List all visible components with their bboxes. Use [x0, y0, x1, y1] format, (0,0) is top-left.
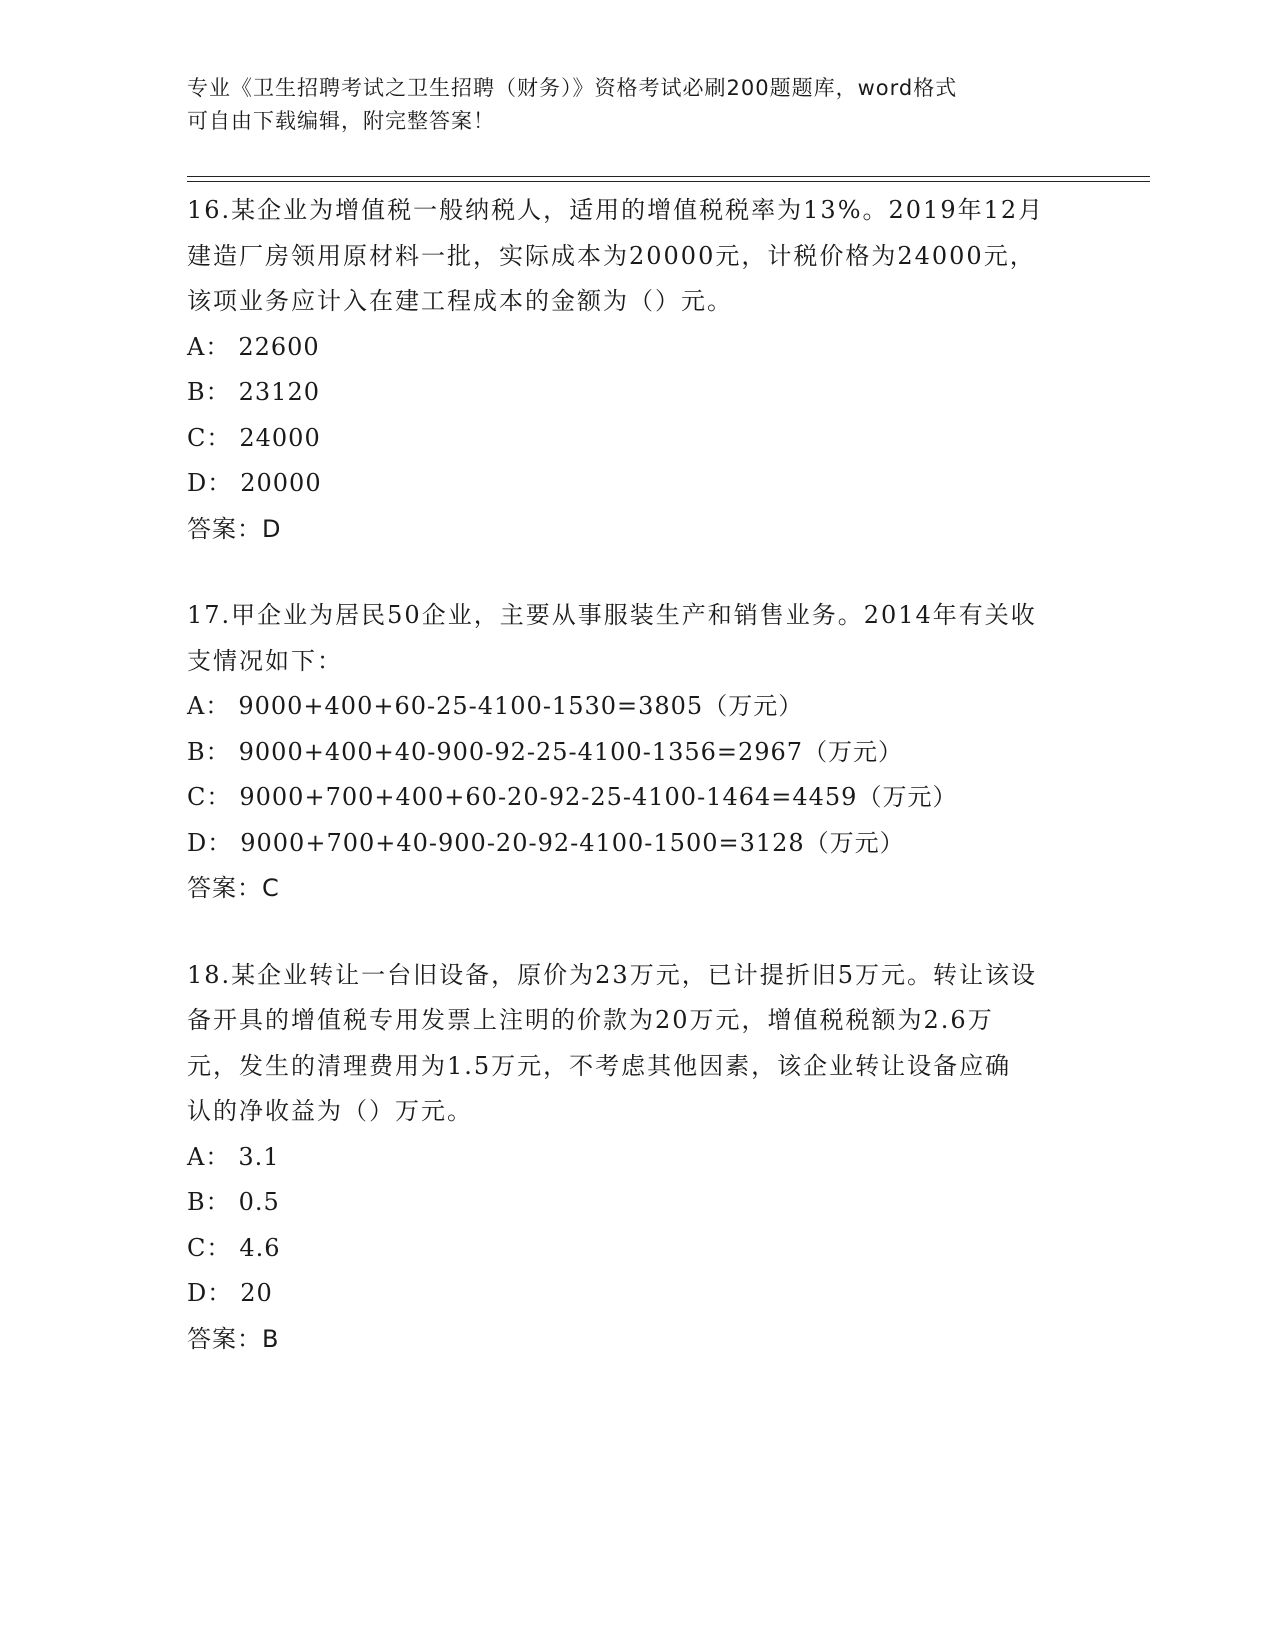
answer-label: 答案：D [187, 514, 282, 543]
question-18 [187, 953, 1087, 1363]
option-letter: B [187, 1188, 206, 1216]
option-separator: ： [205, 692, 231, 720]
option-text: 22600 [238, 332, 320, 361]
option-text: 24000 [239, 423, 321, 452]
question-text: 16.某企业为增值税一般纳税人，适用的增值税税率为13%。2019年12月建造厂房领用原材料一批，实际成本为20000元，计税价格为24000元，该项业务应计入在建工程成本的金额为（）元。 [187, 196, 1045, 315]
option-letter: A [187, 1142, 206, 1171]
document-header [187, 72, 1067, 138]
option-letter: C [187, 783, 207, 811]
question-text: 17.甲企业为居民50企业，主要从事服装生产和销售业务。2014年有关收支情况如下： [187, 601, 1037, 675]
option-b [187, 730, 1087, 776]
option-separator: ： [205, 1142, 231, 1171]
option-text: 9000+400+60-25-4100-1530=3805（万元） [238, 692, 804, 720]
option-text: 20 [240, 1279, 273, 1307]
option-separator: ： [206, 783, 232, 811]
option-text: 9000+700+40-900-20-92-4100-1500=3128（万元） [240, 828, 905, 857]
question-text: 18.某企业转让一台旧设备，原价为23万元，已计提折旧5万元。转让该设备开具的增值税专用发票上注明的价款为20万元，增值税税额为2.6万元，发生的清理费用为1.5万元，不考虑其他因素，该企业转让设备应确认的净收益为（）万元。 [187, 960, 1037, 1125]
option-separator: ： [205, 378, 231, 406]
option-text: 0.5 [238, 1188, 280, 1216]
option-separator: ： [205, 332, 231, 361]
option-a [187, 684, 1087, 730]
option-b [187, 370, 1087, 416]
option-separator: ： [206, 423, 232, 452]
option-text: 4.6 [239, 1233, 281, 1262]
question-list [187, 188, 1087, 1403]
option-d [187, 1271, 1087, 1317]
question-16 [187, 188, 1087, 552]
option-letter: D [187, 469, 208, 497]
option-letter: B [187, 378, 206, 406]
option-d [187, 461, 1087, 507]
option-text: 20000 [240, 469, 322, 497]
option-b [187, 1180, 1087, 1226]
option-separator: ： [205, 1188, 231, 1216]
option-letter: A [187, 692, 206, 720]
option-a [187, 325, 1087, 371]
option-separator: ： [206, 1233, 232, 1262]
option-letter: C [187, 1233, 207, 1262]
option-text: 23120 [238, 378, 320, 406]
header-divider-top [187, 176, 1150, 177]
answer-label: 答案：B [187, 1324, 280, 1353]
header-divider-bottom [187, 181, 1150, 182]
option-letter: A [187, 332, 206, 361]
option-c [187, 1226, 1087, 1272]
option-separator: ： [207, 469, 233, 497]
header-title-line1: 专业《卫生招聘考试之卫生招聘（财务）》资格考试必刷200题题库，word格式 [187, 76, 958, 100]
option-letter: C [187, 423, 207, 452]
option-separator: ： [207, 828, 233, 857]
option-letter: D [187, 828, 208, 857]
option-a [187, 1135, 1087, 1181]
question-17 [187, 593, 1087, 912]
option-letter: D [187, 1279, 208, 1307]
answer-label: 答案：C [187, 874, 280, 902]
option-c [187, 775, 1087, 821]
option-separator: ： [205, 737, 231, 766]
option-text: 9000+700+400+60-20-92-25-4100-1464=4459（万元） [239, 783, 958, 811]
option-text: 3.1 [238, 1142, 280, 1171]
header-title-line2: 可自由下载编辑，附完整答案！ [187, 109, 495, 133]
option-text: 9000+400+40-900-92-25-4100-1356=2967（万元） [238, 737, 904, 766]
option-c [187, 416, 1087, 462]
option-letter: B [187, 737, 206, 766]
option-d [187, 821, 1087, 867]
option-separator: ： [207, 1279, 233, 1307]
